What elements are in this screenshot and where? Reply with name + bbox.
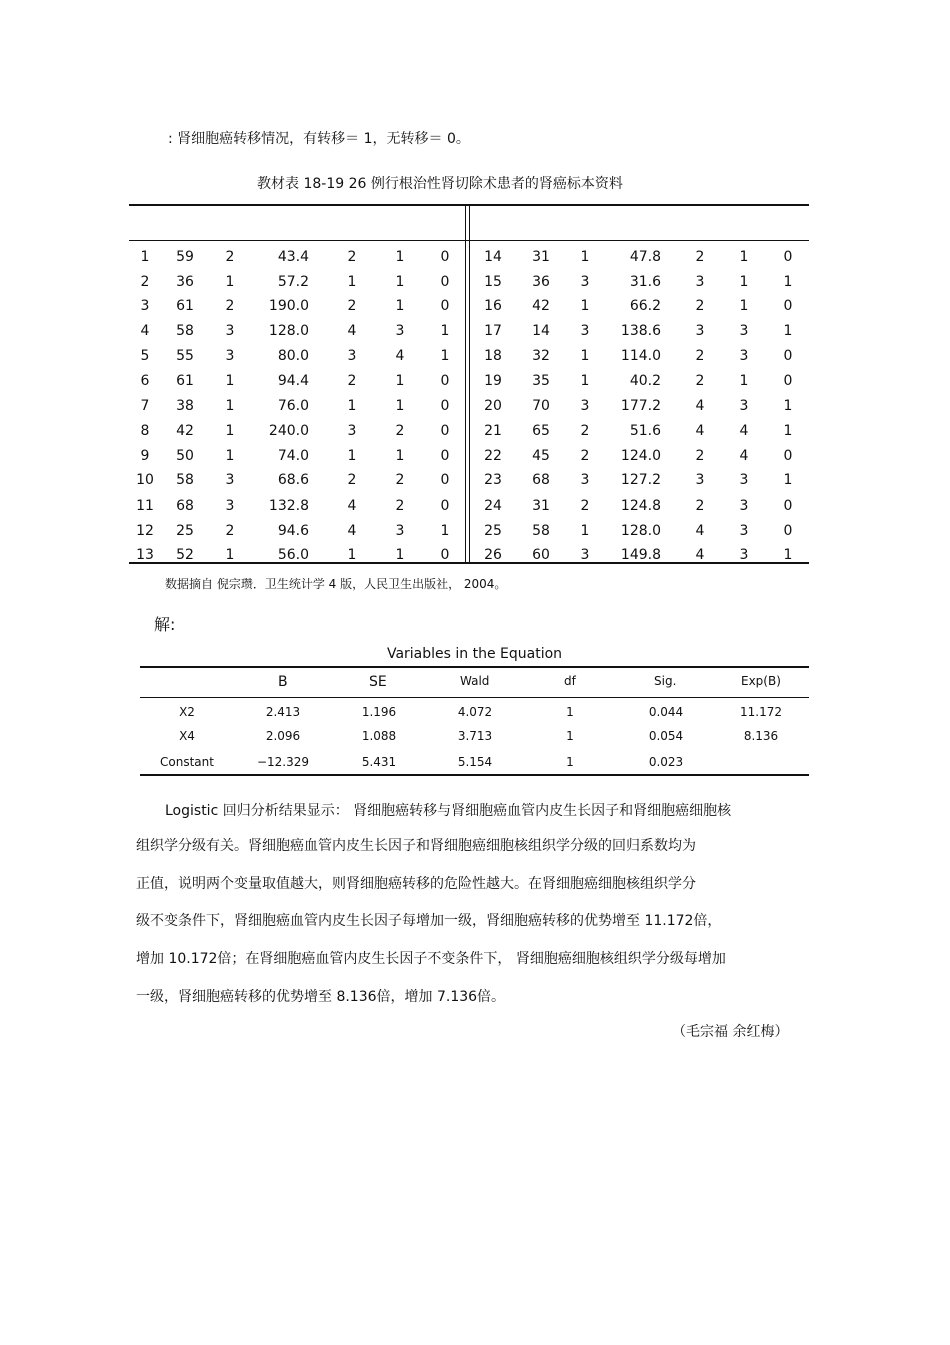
table-cell: 76.0 <box>277 398 309 414</box>
table-cell: 3 <box>739 523 749 539</box>
table-cell: 2 <box>395 498 405 514</box>
table-cell: 3 <box>695 472 705 488</box>
regression-bottom-rule <box>140 774 809 776</box>
table-cell: 1 <box>395 398 405 414</box>
table-cell: 16 <box>484 298 502 314</box>
table-cell: 2 <box>695 249 705 265</box>
table-cell: 1 <box>783 398 793 414</box>
table-cell: 56.0 <box>277 547 309 563</box>
table-cell: 3 <box>395 523 405 539</box>
table-cell: 1 <box>580 348 590 364</box>
table-cell: 2 <box>395 423 405 439</box>
table-cell: 0 <box>440 423 450 439</box>
table-caption: 教材表 18-19 26 例行根治性肾切除术患者的肾癌标本资料 <box>257 176 623 192</box>
regression-cell: 8.136 <box>743 729 779 743</box>
table-cell: 20 <box>484 398 502 414</box>
table-cell: 1 <box>783 472 793 488</box>
table-cell: 58 <box>176 472 194 488</box>
table-cell: 1 <box>347 448 357 464</box>
variable-name: Constant <box>160 755 214 769</box>
table-cell: 3 <box>347 423 357 439</box>
table-cell: 1 <box>739 373 749 389</box>
table-cell: 1 <box>140 249 150 265</box>
table-cell: 124.0 <box>620 448 661 464</box>
table-row <box>129 294 809 318</box>
table-cell: 51.6 <box>629 423 661 439</box>
intro-line: : 肾细胞癌转移情况，有转移＝ 1，无转移＝ 0。 <box>168 131 470 147</box>
regression-cell: 1.196 <box>361 705 397 719</box>
table-cell: 3 <box>225 472 235 488</box>
header-sig: Sig. <box>654 674 677 688</box>
table-cell: 4 <box>395 348 405 364</box>
table-cell: 0 <box>440 298 450 314</box>
table-cell: 1 <box>440 348 450 364</box>
table-cell: 0 <box>440 547 450 563</box>
regression-cell: 11.172 <box>740 705 782 719</box>
table-cell: 1 <box>225 398 235 414</box>
table-cell: 0 <box>783 448 793 464</box>
table-cell: 4 <box>739 448 749 464</box>
table-cell: 1 <box>395 547 405 563</box>
analysis-line: 组织学分级有关。肾细胞癌血管内皮生长因子和肾细胞癌细胞核组织学分级的回归系数均为 <box>136 838 696 854</box>
table-cell: 8 <box>140 423 150 439</box>
table-cell: 0 <box>440 472 450 488</box>
header-expb: Exp(B) <box>741 674 781 688</box>
table-cell: 4 <box>347 498 357 514</box>
table-cell: 31 <box>532 249 550 265</box>
table-cell: 1 <box>225 448 235 464</box>
table-cell: 0 <box>783 348 793 364</box>
table-cell: 1 <box>580 523 590 539</box>
table-cell: 1 <box>225 373 235 389</box>
table-cell: 35 <box>532 373 550 389</box>
table-cell: 127.2 <box>620 472 661 488</box>
table-cell: 3 <box>739 323 749 339</box>
table-cell: 25 <box>176 523 194 539</box>
table-cell: 1 <box>395 249 405 265</box>
table-cell: 1 <box>580 298 590 314</box>
analysis-line: 正值，说明两个变量取值越大，则肾细胞癌转移的危险性越大。在肾细胞癌细胞核组织学分 <box>136 876 696 892</box>
analysis-line: 级不变条件下，肾细胞癌血管内皮生长因子每增加一级，肾细胞癌转移的优势增至 11.172倍， <box>136 913 722 929</box>
table-cell: 1 <box>440 523 450 539</box>
table-cell: 1 <box>783 547 793 563</box>
table-cell: 3 <box>739 348 749 364</box>
variable-name: X2 <box>179 705 195 719</box>
table-cell: 114.0 <box>620 348 661 364</box>
table-cell: 149.8 <box>620 547 661 563</box>
table-cell: 1 <box>395 373 405 389</box>
table-cell: 2 <box>695 448 705 464</box>
table-cell: 4 <box>695 423 705 439</box>
table-cell: 10 <box>136 472 154 488</box>
table-cell: 190.0 <box>268 298 309 314</box>
table-cell: 1 <box>739 298 749 314</box>
table-cell: 57.2 <box>277 274 309 290</box>
table-cell: 177.2 <box>620 398 661 414</box>
table-cell: 0 <box>440 274 450 290</box>
authors: （毛宗福 余红梅） <box>672 1024 789 1040</box>
table-cell: 4 <box>695 547 705 563</box>
table-cell: 25 <box>484 523 502 539</box>
table-cell: 12 <box>136 523 154 539</box>
table-cell: 0 <box>783 523 793 539</box>
table-row <box>129 543 809 567</box>
table-row <box>129 494 809 518</box>
table-cell: 1 <box>225 423 235 439</box>
table-cell: 2 <box>580 423 590 439</box>
table-cell: 1 <box>395 448 405 464</box>
table-cell: 2 <box>580 448 590 464</box>
table-cell: 1 <box>739 249 749 265</box>
table-cell: 2 <box>347 472 357 488</box>
regression-cell: 2.413 <box>265 705 301 719</box>
table-cell: 59 <box>176 249 194 265</box>
table-cell: 2 <box>225 523 235 539</box>
table-cell: 1 <box>783 274 793 290</box>
table-cell: 132.8 <box>268 498 309 514</box>
table-cell: 14 <box>532 323 550 339</box>
regression-table <box>140 666 809 776</box>
table-cell: 1 <box>347 398 357 414</box>
header-df: df <box>564 674 576 688</box>
table-cell: 40.2 <box>629 373 661 389</box>
table-cell: 14 <box>484 249 502 265</box>
table-cell: 2 <box>140 274 150 290</box>
table-cell: 1 <box>739 274 749 290</box>
regression-cell: 5.431 <box>361 755 397 769</box>
table-cell: 3 <box>695 323 705 339</box>
table-cell: 3 <box>580 274 590 290</box>
table-cell: 3 <box>140 298 150 314</box>
table-cell: 60 <box>532 547 550 563</box>
source-note: 数据摘自 倪宗瓒．卫生统计学 4 版，人民卫生出版社， 2004。 <box>165 577 507 591</box>
table-cell: 3 <box>347 348 357 364</box>
table-cell: 26 <box>484 547 502 563</box>
regression-cell: 1 <box>566 755 574 769</box>
table-cell: 31.6 <box>629 274 661 290</box>
table-cell: 2 <box>695 498 705 514</box>
table-cell: 1 <box>225 547 235 563</box>
table-cell: 1 <box>395 274 405 290</box>
table-cell: 0 <box>783 498 793 514</box>
table-cell: 3 <box>739 498 749 514</box>
table-cell: 42 <box>532 298 550 314</box>
table-row <box>129 394 809 418</box>
table-cell: 2 <box>695 348 705 364</box>
table-cell: 68 <box>176 498 194 514</box>
table-cell: 38 <box>176 398 194 414</box>
table-cell: 4 <box>695 523 705 539</box>
table-cell: 4 <box>347 323 357 339</box>
header-se: SE <box>369 674 387 690</box>
table-cell: 65 <box>532 423 550 439</box>
table-cell: 9 <box>140 448 150 464</box>
table-cell: 3 <box>395 323 405 339</box>
regression-cell: 1.088 <box>361 729 397 743</box>
table-cell: 61 <box>176 298 194 314</box>
table-cell: 55 <box>176 348 194 364</box>
table-cell: 1 <box>580 373 590 389</box>
regression-cell: 0.044 <box>648 705 684 719</box>
table-cell: 68.6 <box>277 472 309 488</box>
table-row <box>129 444 809 468</box>
analysis-line: Logistic 回归分析结果显示： 肾细胞癌转移与肾细胞癌血管内皮生长因子和肾细胞癌细胞核 <box>165 803 732 819</box>
table-cell: 36 <box>176 274 194 290</box>
table-cell: 3 <box>580 398 590 414</box>
table-cell: 4 <box>347 523 357 539</box>
table-cell: 1 <box>395 298 405 314</box>
table-cell: 21 <box>484 423 502 439</box>
table-cell: 52 <box>176 547 194 563</box>
regression-title: Variables in the Equation <box>386 646 563 662</box>
table-cell: 7 <box>140 398 150 414</box>
table-cell: 15 <box>484 274 502 290</box>
table-cell: 0 <box>783 298 793 314</box>
table-cell: 138.6 <box>620 323 661 339</box>
table-cell: 31 <box>532 498 550 514</box>
table-cell: 17 <box>484 323 502 339</box>
table-cell: 3 <box>739 472 749 488</box>
table-cell: 3 <box>695 274 705 290</box>
table-cell: 2 <box>347 249 357 265</box>
table-row <box>129 270 809 294</box>
regression-cell: 2.096 <box>265 729 301 743</box>
table-row <box>129 519 809 543</box>
regression-cell: 3.713 <box>457 729 493 743</box>
table-cell: 0 <box>783 373 793 389</box>
table-cell: 2 <box>580 498 590 514</box>
table-cell: 47.8 <box>629 249 661 265</box>
table-cell: 0 <box>783 249 793 265</box>
table-cell: 1 <box>225 274 235 290</box>
table-cell: 2 <box>695 373 705 389</box>
table-cell: 4 <box>695 398 705 414</box>
solution-label: 解: <box>154 615 176 634</box>
table-cell: 61 <box>176 373 194 389</box>
table-cell: 3 <box>580 472 590 488</box>
table-cell: 3 <box>739 398 749 414</box>
table-cell: 3 <box>225 498 235 514</box>
table-cell: 13 <box>136 547 154 563</box>
table-cell: 70 <box>532 398 550 414</box>
table-cell: 2 <box>695 298 705 314</box>
table-cell: 2 <box>225 249 235 265</box>
table-cell: 6 <box>140 373 150 389</box>
table-cell: 36 <box>532 274 550 290</box>
table-cell: 5 <box>140 348 150 364</box>
table-cell: 0 <box>440 498 450 514</box>
table-cell: 2 <box>347 298 357 314</box>
regression-cell: 4.072 <box>457 705 493 719</box>
variable-name: X4 <box>179 729 195 743</box>
table-cell: 50 <box>176 448 194 464</box>
regression-cell: −12.329 <box>256 755 310 769</box>
table-row <box>129 468 809 492</box>
table-cell: 3 <box>739 547 749 563</box>
table-cell: 3 <box>580 323 590 339</box>
table-cell: 24 <box>484 498 502 514</box>
table-cell: 124.8 <box>620 498 661 514</box>
table-cell: 1 <box>347 274 357 290</box>
table-row <box>129 319 809 343</box>
analysis-line: 增加 10.172倍；在肾细胞癌血管内皮生长因子不变条件下， 肾细胞癌细胞核组织学分级每增加 <box>136 951 726 967</box>
table-cell: 19 <box>484 373 502 389</box>
table-cell: 240.0 <box>268 423 309 439</box>
table-cell: 94.6 <box>277 523 309 539</box>
table-cell: 4 <box>140 323 150 339</box>
table-cell: 22 <box>484 448 502 464</box>
table-row <box>129 369 809 393</box>
table-cell: 1 <box>783 423 793 439</box>
regression-cell: 1 <box>566 729 574 743</box>
table-cell: 3 <box>225 348 235 364</box>
table-cell: 2 <box>225 298 235 314</box>
table-cell: 66.2 <box>629 298 661 314</box>
regression-top-rule <box>140 666 809 668</box>
table-cell: 32 <box>532 348 550 364</box>
header-b: B <box>278 674 288 690</box>
table-cell: 58 <box>532 523 550 539</box>
table-cell: 18 <box>484 348 502 364</box>
table-cell: 43.4 <box>277 249 309 265</box>
table-cell: 42 <box>176 423 194 439</box>
table-cell: 2 <box>395 472 405 488</box>
table-cell: 94.4 <box>277 373 309 389</box>
regression-cell: 0.054 <box>648 729 684 743</box>
table-cell: 0 <box>440 448 450 464</box>
table-row <box>129 245 809 269</box>
table-cell: 23 <box>484 472 502 488</box>
table-cell: 4 <box>739 423 749 439</box>
table-cell: 0 <box>440 249 450 265</box>
table-cell: 58 <box>176 323 194 339</box>
table-cell: 0 <box>440 398 450 414</box>
table-cell: 1 <box>580 249 590 265</box>
table-cell: 0 <box>440 373 450 389</box>
regression-cell: 5.154 <box>457 755 493 769</box>
table-cell: 128.0 <box>620 523 661 539</box>
table-cell: 1 <box>347 547 357 563</box>
table-cell: 128.0 <box>268 323 309 339</box>
table-cell: 74.0 <box>277 448 309 464</box>
regression-cell: 0.023 <box>648 755 684 769</box>
table-cell: 3 <box>580 547 590 563</box>
table-row <box>129 344 809 368</box>
table-row <box>129 419 809 443</box>
table-cell: 68 <box>532 472 550 488</box>
table-cell: 2 <box>347 373 357 389</box>
table-cell: 11 <box>136 498 154 514</box>
table-cell: 3 <box>225 323 235 339</box>
table-cell: 1 <box>783 323 793 339</box>
header-wald: Wald <box>460 674 490 688</box>
analysis-line: 一级，肾细胞癌转移的优势增至 8.136倍，增加 7.136倍。 <box>136 989 506 1005</box>
regression-header-rule <box>140 697 809 698</box>
table-cell: 1 <box>440 323 450 339</box>
table-cell: 45 <box>532 448 550 464</box>
table-cell: 80.0 <box>277 348 309 364</box>
regression-cell: 1 <box>566 705 574 719</box>
